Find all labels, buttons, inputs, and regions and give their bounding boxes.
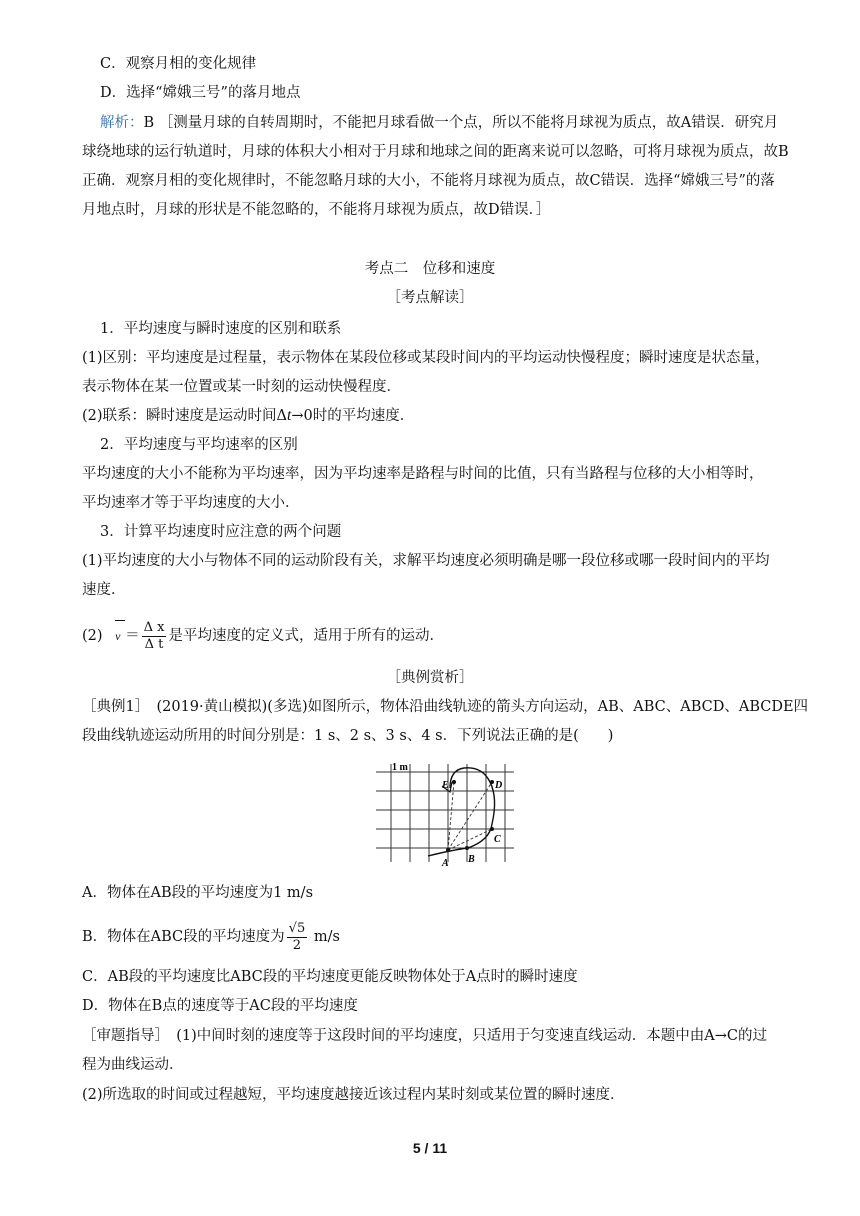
option-b-unit: m/s xyxy=(313,929,340,945)
point-1b-post: →0时的平均速度． xyxy=(291,408,415,424)
analysis-label: 解析： xyxy=(100,115,144,131)
formula-suffix: 是平均速度的定义式，适用于所有的运动． xyxy=(168,628,444,644)
point-label-b: B xyxy=(468,854,475,865)
analysis-answer: B xyxy=(143,115,155,131)
option-a: A．物体在AB段的平均速度为1 m/s xyxy=(82,885,314,901)
option-d-example: D．物体在B点的速度等于AC段的平均速度 xyxy=(82,998,358,1014)
option-d: D．选择“嫦娥三号”的落月地点 xyxy=(100,85,301,101)
dashed-chords xyxy=(448,782,492,850)
analysis-line-2: 球绕地球的运行轨道时，月球的体积大小相对于月球和地球之间的距离来说可以忽略，可将月球视为质点，故B xyxy=(82,144,789,160)
point-label-e: E xyxy=(442,780,449,791)
point-2-heading: 2．平均速度与平均速率的区别 xyxy=(100,437,298,453)
point-2-line-2: 平均速率才等于平均速度的大小． xyxy=(82,495,300,511)
analysis-line-1 xyxy=(100,113,778,133)
example-line-2: 段曲线轨迹运动所用的时间分别是：1 s、2 s、3 s、4 s．下列说法正确的是( ) xyxy=(82,728,614,744)
trajectory-figure xyxy=(372,758,520,870)
formula-numerator: Δ x xyxy=(143,619,165,635)
guide-line-1: ［审题指导］ (1)中间时刻的速度等于这段时间的平均速度，只适用于匀变速直线运动．本题中由A→C的过 xyxy=(82,1028,768,1044)
option-b xyxy=(82,917,340,957)
formula-equals: ＝ xyxy=(125,628,140,644)
formula-prefix: (2) xyxy=(82,628,103,644)
option-c: C．观察月相的变化规律 xyxy=(100,56,257,72)
option-b-fraction xyxy=(287,921,308,954)
scale-label: 1 m xyxy=(392,762,408,773)
section-title: 考点二 位移和速度 xyxy=(364,261,496,277)
formula-v-bar xyxy=(115,616,120,656)
page-number: 5 / 11 xyxy=(412,1140,448,1156)
point-1-heading: 1．平均速度与瞬时速度的区别和联系 xyxy=(100,321,342,337)
point-3a-line-1: (1)平均速度的大小与物体不同的运动阶段有关，求解平均速度必须明确是哪一段位移或哪一段时间内的平均 xyxy=(82,553,770,569)
example-header: ［典例赏析］ xyxy=(386,670,474,686)
point-2-line-1: 平均速度的大小不能称为平均速率，因为平均速率是路程与时间的比值，只有当路程与位移的大小相等时， xyxy=(82,466,764,482)
trajectory-curve xyxy=(428,768,495,856)
point-3-heading: 3．计算平均速度时应注意的两个问题 xyxy=(100,524,342,540)
formula-fraction xyxy=(142,620,167,653)
formula-v: v xyxy=(115,629,121,643)
example-line-1: ［典例1］ (2019·黄山模拟)(多选)如图所示，物体沿曲线轨迹的箭头方向运动，AB、ABC、ABCD、ABCDE四 xyxy=(82,699,809,715)
option-b-denominator: 2 xyxy=(292,937,302,953)
section-subtitle: ［考点解读］ xyxy=(386,290,474,306)
analysis-line-4: 月地点时，月球的形状是不能忽略的，不能将月球视为质点，故D错误．］ xyxy=(82,202,551,218)
point-3a-line-2: 速度． xyxy=(82,582,126,598)
point-label-a: A xyxy=(442,858,449,869)
guide-line-2: 程为曲线运动． xyxy=(82,1057,184,1073)
point-1b xyxy=(82,406,414,426)
guide-line-3: (2)所选取的时间或过程越短，平均速度越接近该过程内某时刻或某位置的瞬时速度． xyxy=(82,1087,625,1103)
analysis-line-3: 正确．观察月相的变化规律时，不能忽略月球的大小，不能将月球视为质点，故C错误．选择“嫦娥三号”的落 xyxy=(82,173,775,189)
formula-line xyxy=(82,616,444,656)
analysis-text-1: ［测量月球的自转周期时，不能把月球看做一个点，所以不能将月球视为质点，故A错误．研究月 xyxy=(158,115,779,131)
point-1b-pre: (2)联系：瞬时速度是运动时间Δ xyxy=(82,408,288,424)
option-b-numerator: √5 xyxy=(288,920,306,936)
option-b-pre: B．物体在ABC段的平均速度为 xyxy=(82,929,285,945)
point-1a-line-2: 表示物体在某一位置或某一时刻的运动快慢程度． xyxy=(82,379,401,395)
point-1b-var: t xyxy=(287,407,292,424)
point-1a-line-1: (1)区别：平均速度是过程量，表示物体在某段位移或某段时间内的平均运动快慢程度；瞬时速度是状态量， xyxy=(82,350,770,366)
formula-denominator: Δ t xyxy=(144,636,164,652)
option-c-example: C．AB段的平均速度比ABC段的平均速度更能反映物体处于A点时的瞬时速度 xyxy=(82,969,578,985)
point-label-c: C xyxy=(494,834,501,845)
point-label-d: D xyxy=(495,780,503,791)
